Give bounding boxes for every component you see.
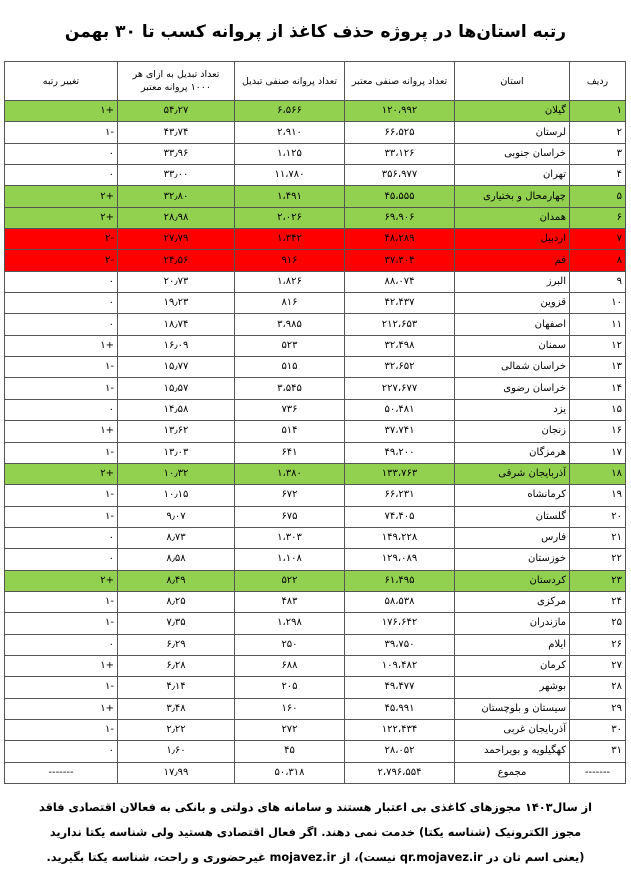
table-row xyxy=(5,698,626,719)
cell-valid: ۴۸،۲۸۹ xyxy=(345,229,455,250)
cell-rank: ۱۰ xyxy=(570,293,626,314)
cell-converted: ۵۱۵ xyxy=(235,357,345,378)
total-rank: ------- xyxy=(570,762,626,783)
cell-rank-change: -۲ xyxy=(5,250,118,271)
cell-rank: ۱۶ xyxy=(570,421,626,442)
table-row xyxy=(5,570,626,591)
cell-per-1000: ۶٫۲۹ xyxy=(118,634,235,655)
cell-per-1000: ۵۴٫۲۷ xyxy=(118,101,235,122)
cell-province: البرز xyxy=(455,271,570,292)
cell-per-1000: ۱۳٫۶۲ xyxy=(118,421,235,442)
cell-rank-change: ۰ xyxy=(5,143,118,164)
cell-per-1000: ۸٫۴۹ xyxy=(118,570,235,591)
cell-valid: ۱۳۳،۷۶۳ xyxy=(345,463,455,484)
cell-per-1000: ۱۵٫۷۷ xyxy=(118,357,235,378)
table-row xyxy=(5,335,626,356)
cell-per-1000: ۱۹٫۲۳ xyxy=(118,293,235,314)
cell-province: آذربایجان غربی xyxy=(455,719,570,740)
cell-province: سمنان xyxy=(455,335,570,356)
cell-rank: ۲ xyxy=(570,122,626,143)
cell-converted: ۲،۰۲۶ xyxy=(235,207,345,228)
cell-province: گیلان xyxy=(455,101,570,122)
cell-rank-change: -۱ xyxy=(5,485,118,506)
table-row xyxy=(5,271,626,292)
table-row xyxy=(5,613,626,634)
cell-rank-change: -۱ xyxy=(5,591,118,612)
table-row xyxy=(5,293,626,314)
cell-rank-change: -۱ xyxy=(5,506,118,527)
cell-valid: ۶۶،۲۳۱ xyxy=(345,485,455,506)
cell-rank: ۲۸ xyxy=(570,677,626,698)
cell-rank: ۱ xyxy=(570,101,626,122)
cell-valid: ۱۲۹،۰۸۹ xyxy=(345,549,455,570)
cell-per-1000: ۲۸٫۹۸ xyxy=(118,207,235,228)
cell-converted: ۱۱،۷۸۰ xyxy=(235,165,345,186)
cell-rank-change: -۱ xyxy=(5,677,118,698)
cell-province: کرمانشاه xyxy=(455,485,570,506)
cell-converted: ۱،۱۲۵ xyxy=(235,143,345,164)
table-row xyxy=(5,442,626,463)
table-row xyxy=(5,463,626,484)
cell-province: کهگیلویه و بویراحمد xyxy=(455,741,570,762)
cell-province: فارس xyxy=(455,527,570,548)
cell-valid: ۳۲،۴۹۸ xyxy=(345,335,455,356)
cell-per-1000: ۳٫۴۸ xyxy=(118,698,235,719)
cell-converted: ۶۷۲ xyxy=(235,485,345,506)
cell-rank: ۲۴ xyxy=(570,591,626,612)
cell-valid: ۳۲،۶۵۲ xyxy=(345,357,455,378)
cell-rank-change: -۱ xyxy=(5,613,118,634)
cell-rank-change: -۱ xyxy=(5,357,118,378)
cell-rank: ۴ xyxy=(570,165,626,186)
table-row xyxy=(5,165,626,186)
cell-rank-change: +۲ xyxy=(5,186,118,207)
cell-province: کردستان xyxy=(455,570,570,591)
table-row xyxy=(5,399,626,420)
cell-rank-change: ۰ xyxy=(5,271,118,292)
cell-valid: ۲۲۷،۶۷۷ xyxy=(345,378,455,399)
cell-converted: ۵۲۲ xyxy=(235,570,345,591)
table-row xyxy=(5,677,626,698)
cell-valid: ۱۲۲،۴۳۴ xyxy=(345,719,455,740)
cell-rank: ۲۹ xyxy=(570,698,626,719)
cell-province: بوشهر xyxy=(455,677,570,698)
table-row xyxy=(5,634,626,655)
table-row xyxy=(5,143,626,164)
cell-converted: ۲۷۲ xyxy=(235,719,345,740)
cell-per-1000: ۸٫۵۸ xyxy=(118,549,235,570)
cell-rank: ۵ xyxy=(570,186,626,207)
cell-valid: ۳۷،۷۴۱ xyxy=(345,421,455,442)
cell-province: سیستان و بلوچستان xyxy=(455,698,570,719)
footnote-line-2: مجوز الکترونیک (شناسه یکتا) خدمت نمی دهند. اگر فعال اقتصادی هستید ولی شناسه یکتا ندارید xyxy=(49,826,582,839)
cell-rank: ۲۲ xyxy=(570,549,626,570)
cell-valid: ۴۹،۲۰۰ xyxy=(345,442,455,463)
table-row xyxy=(5,485,626,506)
cell-converted: ۲،۹۱۰ xyxy=(235,122,345,143)
cell-converted: ۳،۹۸۵ xyxy=(235,314,345,335)
table-row xyxy=(5,357,626,378)
cell-valid: ۳۳،۱۲۶ xyxy=(345,143,455,164)
cell-rank: ۷ xyxy=(570,229,626,250)
cell-per-1000: ۳۲٫۸۰ xyxy=(118,186,235,207)
cell-rank: ۱۱ xyxy=(570,314,626,335)
cell-rank-change: ۰ xyxy=(5,314,118,335)
cell-per-1000: ۴٫۱۴ xyxy=(118,677,235,698)
cell-rank: ۲۷ xyxy=(570,655,626,676)
cell-converted: ۵۲۳ xyxy=(235,335,345,356)
table-row xyxy=(5,122,626,143)
cell-rank-change: +۲ xyxy=(5,570,118,591)
table-row xyxy=(5,186,626,207)
cell-rank-change: +۱ xyxy=(5,698,118,719)
cell-valid: ۴۵،۹۹۱ xyxy=(345,698,455,719)
cell-converted: ۲۵۰ xyxy=(235,634,345,655)
cell-converted: ۲۰۵ xyxy=(235,677,345,698)
cell-rank: ۱۲ xyxy=(570,335,626,356)
cell-rank-change: ۰ xyxy=(5,741,118,762)
cell-converted: ۵۱۴ xyxy=(235,421,345,442)
table-row xyxy=(5,527,626,548)
total-label: مجموع xyxy=(455,762,570,783)
province-rank-table xyxy=(4,61,626,784)
cell-per-1000: ۲٫۲۲ xyxy=(118,719,235,740)
cell-converted: ۴۵ xyxy=(235,741,345,762)
cell-rank: ۲۳ xyxy=(570,570,626,591)
cell-province: خوزستان xyxy=(455,549,570,570)
cell-converted: ۶،۵۶۶ xyxy=(235,101,345,122)
table-row xyxy=(5,549,626,570)
table-body xyxy=(5,101,626,763)
cell-per-1000: ۱۳٫۰۳ xyxy=(118,442,235,463)
table-row xyxy=(5,378,626,399)
header-province: استان xyxy=(455,62,570,101)
header-rank-change: تغییر رتبه xyxy=(5,62,118,101)
cell-province: گلستان xyxy=(455,506,570,527)
cell-converted: ۱،۲۹۸ xyxy=(235,613,345,634)
cell-province: ایلام xyxy=(455,634,570,655)
cell-converted: ۶۸۸ xyxy=(235,655,345,676)
cell-converted: ۴۸۳ xyxy=(235,591,345,612)
cell-per-1000: ۱۵٫۵۷ xyxy=(118,378,235,399)
cell-rank-change: +۱ xyxy=(5,421,118,442)
cell-rank: ۱۹ xyxy=(570,485,626,506)
table-header-row xyxy=(5,62,626,101)
header-valid-licenses: تعداد پروانه صنفی معتبر xyxy=(345,62,455,101)
cell-province: مرکزی xyxy=(455,591,570,612)
cell-province: اصفهان xyxy=(455,314,570,335)
table-row xyxy=(5,229,626,250)
footnote-line-1: از سال۱۴۰۳ مجوزهای کاغذی بی اعتبار هستند و سامانه های دولتی و بانکی به فعالان اقتصادی فاقد xyxy=(38,801,593,814)
table-row xyxy=(5,207,626,228)
cell-province: همدان xyxy=(455,207,570,228)
cell-rank: ۱۳ xyxy=(570,357,626,378)
footnote-line-3: (یعنی اسم تان در qr.mojavez.ir نیست)، از mojavez.ir غیرحضوری و راحت، شناسه یکتا بگیرید. xyxy=(46,851,585,864)
cell-converted: ۱،۸۲۶ xyxy=(235,271,345,292)
cell-per-1000: ۱۰٫۱۵ xyxy=(118,485,235,506)
header-converted-licenses: تعداد پروانه صنفی تبدیل xyxy=(235,62,345,101)
cell-rank: ۳۱ xyxy=(570,741,626,762)
cell-rank-change: ۰ xyxy=(5,527,118,548)
cell-per-1000: ۱۶٫۰۹ xyxy=(118,335,235,356)
cell-province: آذربایجان شرقی xyxy=(455,463,570,484)
cell-per-1000: ۸٫۲۵ xyxy=(118,591,235,612)
table-row xyxy=(5,421,626,442)
cell-rank: ۲۶ xyxy=(570,634,626,655)
cell-converted: ۱،۱۰۸ xyxy=(235,549,345,570)
cell-converted: ۷۳۶ xyxy=(235,399,345,420)
cell-rank-change: ۰ xyxy=(5,293,118,314)
cell-per-1000: ۱٫۶۰ xyxy=(118,741,235,762)
cell-per-1000: ۱۴٫۵۸ xyxy=(118,399,235,420)
cell-per-1000: ۶٫۲۸ xyxy=(118,655,235,676)
cell-per-1000: ۴۳٫۷۴ xyxy=(118,122,235,143)
cell-rank: ۱۸ xyxy=(570,463,626,484)
cell-rank-change: -۱ xyxy=(5,442,118,463)
cell-valid: ۳۵۶،۹۷۷ xyxy=(345,165,455,186)
cell-province: تهران xyxy=(455,165,570,186)
cell-converted: ۱۶۰ xyxy=(235,698,345,719)
cell-rank: ۹ xyxy=(570,271,626,292)
table-row xyxy=(5,719,626,740)
cell-rank: ۱۴ xyxy=(570,378,626,399)
cell-rank-change: +۲ xyxy=(5,207,118,228)
total-converted: ۵۰،۳۱۸ xyxy=(235,762,345,783)
cell-province: خراسان شمالی xyxy=(455,357,570,378)
table-row xyxy=(5,655,626,676)
cell-rank: ۲۰ xyxy=(570,506,626,527)
cell-converted: ۹۱۶ xyxy=(235,250,345,271)
table-row xyxy=(5,506,626,527)
cell-rank-change: ۰ xyxy=(5,165,118,186)
footnote xyxy=(0,795,631,870)
cell-rank: ۸ xyxy=(570,250,626,271)
cell-per-1000: ۳۳٫۹۶ xyxy=(118,143,235,164)
cell-rank-change: -۱ xyxy=(5,122,118,143)
cell-valid: ۳۹،۷۵۰ xyxy=(345,634,455,655)
cell-rank-change: -۱ xyxy=(5,719,118,740)
cell-rank-change: ۰ xyxy=(5,549,118,570)
cell-province: اردبیل xyxy=(455,229,570,250)
cell-per-1000: ۷٫۳۵ xyxy=(118,613,235,634)
cell-per-1000: ۲۴٫۵۶ xyxy=(118,250,235,271)
cell-converted: ۳،۵۴۵ xyxy=(235,378,345,399)
cell-rank: ۳۰ xyxy=(570,719,626,740)
cell-valid: ۶۶،۵۲۵ xyxy=(345,122,455,143)
cell-valid: ۸۸،۰۷۴ xyxy=(345,271,455,292)
cell-valid: ۴۹،۴۷۷ xyxy=(345,677,455,698)
cell-province: چهارمحال و بختیاری xyxy=(455,186,570,207)
cell-rank: ۲۱ xyxy=(570,527,626,548)
page-title: رتبه استان‌ها در پروژه حذف کاغذ از پروانه کسب تا ۳۰ بهمن xyxy=(64,22,567,42)
cell-rank-change: +۱ xyxy=(5,335,118,356)
cell-per-1000: ۲۷٫۷۹ xyxy=(118,229,235,250)
cell-rank: ۱۵ xyxy=(570,399,626,420)
cell-valid: ۱۰۹،۴۸۲ xyxy=(345,655,455,676)
total-change: ------- xyxy=(5,762,118,783)
cell-rank-change: +۲ xyxy=(5,463,118,484)
cell-province: یزد xyxy=(455,399,570,420)
cell-valid: ۱۷۶،۶۴۲ xyxy=(345,613,455,634)
cell-valid: ۴۲،۴۳۷ xyxy=(345,293,455,314)
table-row xyxy=(5,591,626,612)
cell-per-1000: ۱۰٫۳۲ xyxy=(118,463,235,484)
total-per-1000: ۱۷٫۹۹ xyxy=(118,762,235,783)
table-row xyxy=(5,741,626,762)
table-row xyxy=(5,250,626,271)
cell-province: قم xyxy=(455,250,570,271)
cell-province: لرستان xyxy=(455,122,570,143)
header-rank: ردیف xyxy=(570,62,626,101)
cell-rank-change: +۱ xyxy=(5,101,118,122)
cell-province: خراسان رضوی xyxy=(455,378,570,399)
cell-valid: ۶۹،۹۰۶ xyxy=(345,207,455,228)
cell-per-1000: ۲۰٫۷۳ xyxy=(118,271,235,292)
cell-province: خراسان جنوبی xyxy=(455,143,570,164)
table-row xyxy=(5,101,626,122)
cell-converted: ۶۷۵ xyxy=(235,506,345,527)
total-valid: ۲،۷۹۶،۵۵۴ xyxy=(345,762,455,783)
cell-valid: ۳۷،۳۰۴ xyxy=(345,250,455,271)
cell-rank-change: +۱ xyxy=(5,655,118,676)
cell-rank-change: -۲ xyxy=(5,229,118,250)
cell-rank: ۳ xyxy=(570,143,626,164)
cell-per-1000: ۱۸٫۷۴ xyxy=(118,314,235,335)
table-row xyxy=(5,314,626,335)
cell-rank: ۲۵ xyxy=(570,613,626,634)
cell-per-1000: ۸٫۷۳ xyxy=(118,527,235,548)
total-row xyxy=(5,762,626,783)
cell-province: زنجان xyxy=(455,421,570,442)
cell-valid: ۷۴،۴۰۵ xyxy=(345,506,455,527)
cell-valid: ۶۱،۴۹۵ xyxy=(345,570,455,591)
cell-rank-change: ۰ xyxy=(5,399,118,420)
cell-valid: ۲۸،۰۵۲ xyxy=(345,741,455,762)
cell-rank: ۱۷ xyxy=(570,442,626,463)
header-per-1000: تعداد تبدیل به ازای هر ۱۰۰۰ پروانه معتبر xyxy=(118,62,235,101)
cell-province: هرمزگان xyxy=(455,442,570,463)
cell-per-1000: ۹٫۰۷ xyxy=(118,506,235,527)
cell-converted: ۱،۳۴۲ xyxy=(235,229,345,250)
cell-rank: ۶ xyxy=(570,207,626,228)
cell-valid: ۱۴۹،۲۲۸ xyxy=(345,527,455,548)
cell-converted: ۱،۳۸۰ xyxy=(235,463,345,484)
cell-valid: ۱۲۰،۹۹۲ xyxy=(345,101,455,122)
cell-per-1000: ۳۳٫۰۰ xyxy=(118,165,235,186)
cell-converted: ۱،۳۰۳ xyxy=(235,527,345,548)
cell-province: قزوین xyxy=(455,293,570,314)
cell-valid: ۴۵،۵۵۵ xyxy=(345,186,455,207)
cell-rank-change: -۱ xyxy=(5,378,118,399)
cell-province: مازندران xyxy=(455,613,570,634)
cell-valid: ۲۱۲،۶۵۳ xyxy=(345,314,455,335)
cell-valid: ۵۰،۴۸۱ xyxy=(345,399,455,420)
cell-converted: ۱،۴۹۱ xyxy=(235,186,345,207)
cell-province: کرمان xyxy=(455,655,570,676)
cell-converted: ۸۱۶ xyxy=(235,293,345,314)
cell-converted: ۶۴۱ xyxy=(235,442,345,463)
cell-rank-change: ۰ xyxy=(5,634,118,655)
cell-valid: ۵۸،۵۳۸ xyxy=(345,591,455,612)
